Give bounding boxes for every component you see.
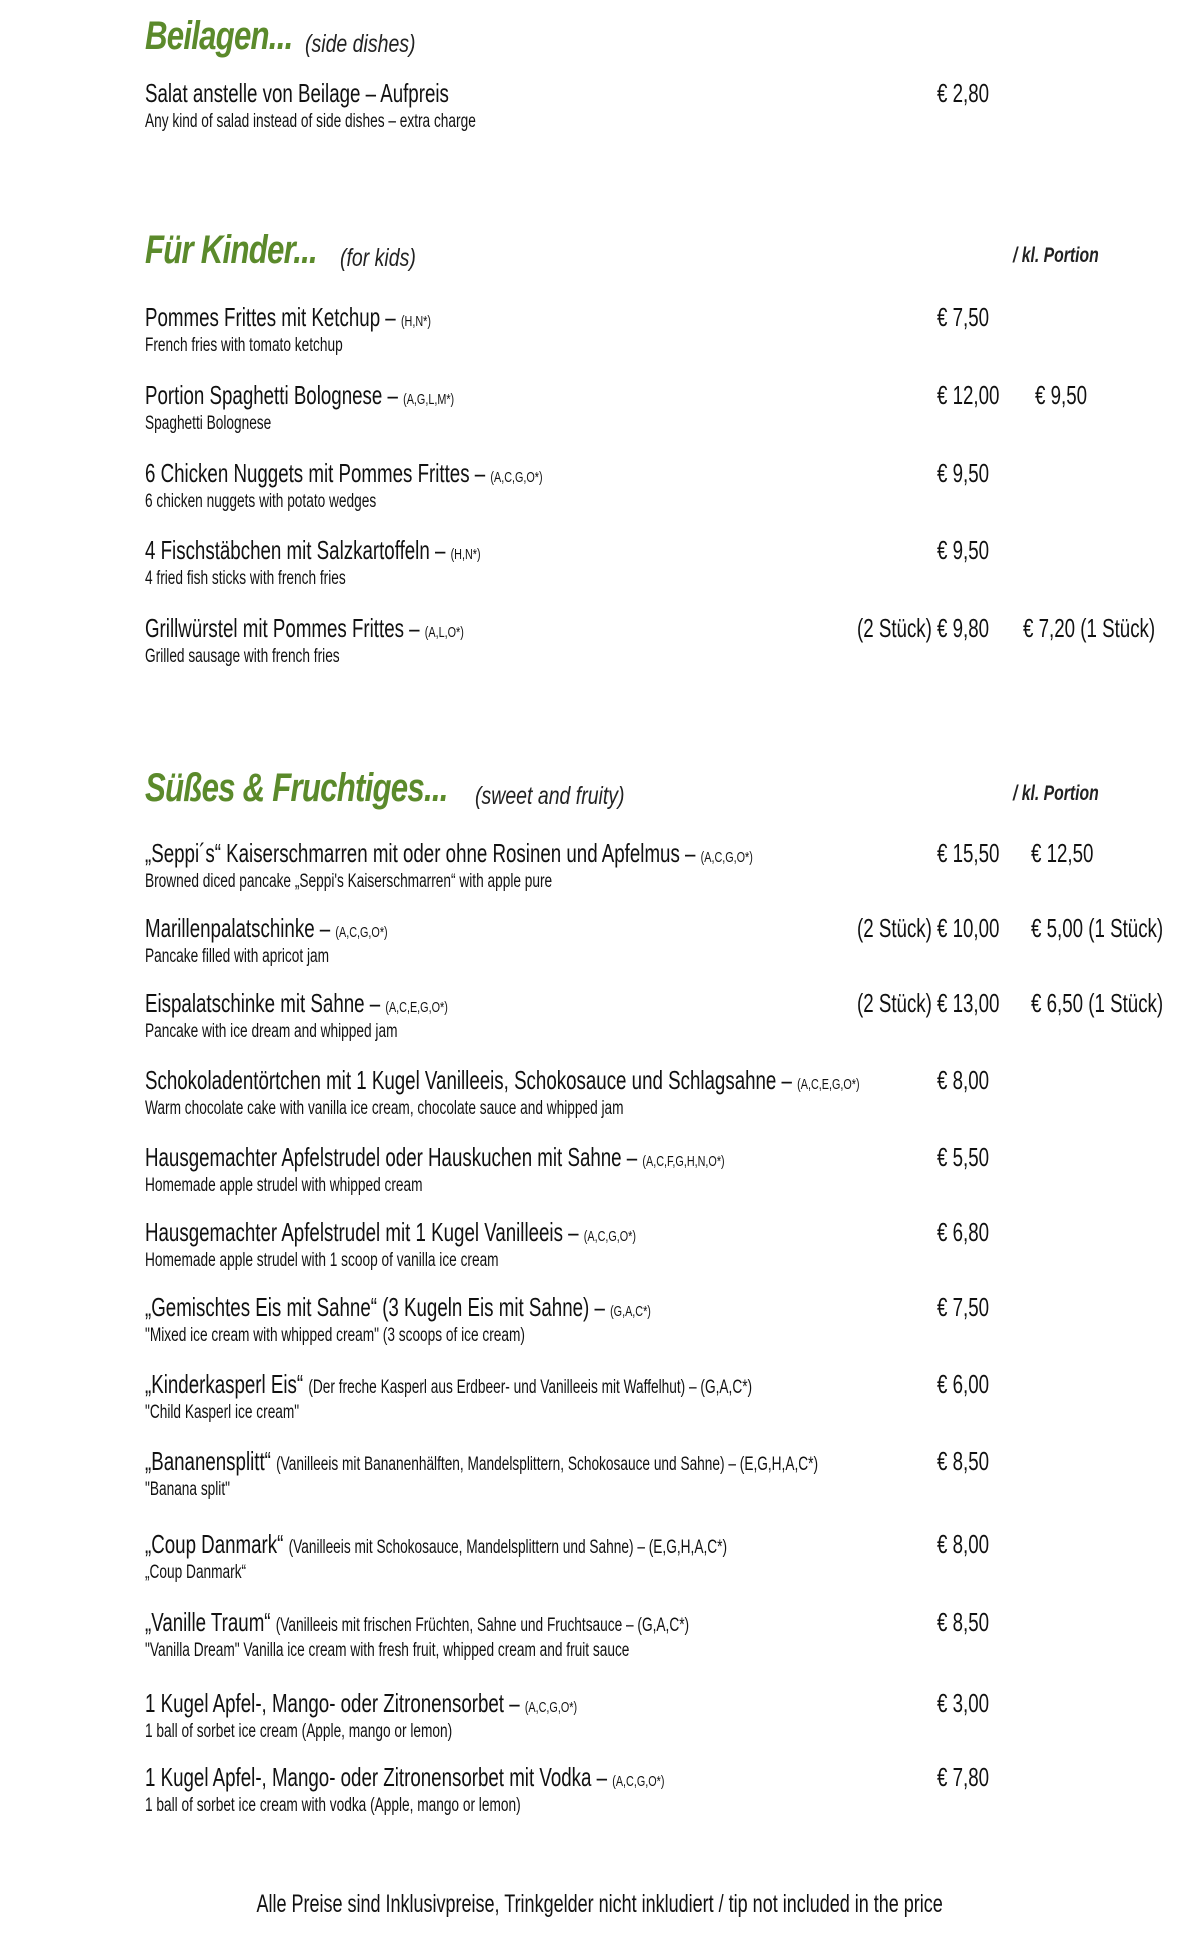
menu-item xyxy=(145,302,1185,362)
item-price-small: € 7,20 (1 Stück) xyxy=(1023,613,1156,643)
menu-item xyxy=(145,458,1185,518)
item-price-note: (2 Stück) xyxy=(857,988,932,1018)
item-english: Grilled sausage with french fries xyxy=(145,646,340,667)
item-price: € 7,80 xyxy=(937,1762,990,1792)
item-name: Portion Spaghetti Bolognese – (A,G,L,M*) xyxy=(145,380,455,410)
item-price: € 13,00 xyxy=(937,988,1000,1018)
menu-item xyxy=(145,613,1185,673)
item-name: Grillwürstel mit Pommes Frittes – (A,L,O*) xyxy=(145,613,464,643)
item-price: € 9,80 xyxy=(937,613,990,643)
item-allergens: (A,C,G,O*) xyxy=(335,924,388,941)
item-name: Hausgemachter Apfelstrudel mit 1 Kugel Vanilleeis – (A,C,G,O*) xyxy=(145,1217,636,1247)
item-english: 4 fried fish sticks with french fries xyxy=(145,568,346,589)
item-allergens: (H,N*) xyxy=(400,313,431,330)
item-allergens: (A,C,G,O*) xyxy=(700,849,753,866)
item-description: (Vanilleeis mit frischen Früchten, Sahne und Fruchtsauce – (G,A,C*) xyxy=(275,1615,690,1636)
item-allergens: (A,C,G,O*) xyxy=(583,1228,636,1245)
item-description: (Vanilleeis mit Bananenhälften, Mandelsplittern, Schokosauce und Sahne) – (E,G,H,A,C*) xyxy=(276,1454,819,1475)
item-price: € 8,50 xyxy=(937,1446,990,1476)
menu-item xyxy=(145,1688,1185,1748)
item-price: € 12,00 xyxy=(937,380,1000,410)
portion-label: / kl. Portion xyxy=(1013,244,1099,267)
menu-item xyxy=(145,988,1185,1048)
item-name: 1 Kugel Apfel-, Mango- oder Zitronensorbet – (A,C,G,O*) xyxy=(145,1688,578,1718)
item-allergens: (A,C,G,O*) xyxy=(490,469,543,486)
item-price: € 9,50 xyxy=(937,535,990,565)
item-name: „Vanille Traum“ (Vanilleeis mit frischen Früchten, Sahne und Fruchtsauce – (G,A,C*) xyxy=(145,1607,690,1637)
menu-item xyxy=(145,1446,1185,1506)
item-english: Homemade apple strudel with whipped cream xyxy=(145,1175,423,1196)
item-english: Pancake filled with apricot jam xyxy=(145,946,330,967)
kinder-header xyxy=(145,228,1145,288)
item-name: 4 Fischstäbchen mit Salzkartoffeln – (H,N*) xyxy=(145,535,481,565)
menu-item xyxy=(145,1607,1185,1667)
item-english: 6 chicken nuggets with potato wedges xyxy=(145,491,377,512)
item-price-note: (2 Stück) xyxy=(857,613,932,643)
menu-item xyxy=(145,1369,1185,1429)
portion-label: / kl. Portion xyxy=(1013,782,1099,805)
item-allergens: (G,A,C*) xyxy=(610,1303,651,1320)
item-name: 6 Chicken Nuggets mit Pommes Frittes – (A,C,G,O*) xyxy=(145,458,543,488)
item-price-note: (2 Stück) xyxy=(857,913,932,943)
item-allergens: (A,C,F,G,H,N,O*) xyxy=(642,1153,725,1170)
item-english: French fries with tomato ketchup xyxy=(145,335,343,356)
item-allergens: (A,C,G,O*) xyxy=(524,1699,578,1716)
item-description: (Vanilleeis mit Schokosauce, Mandelsplittern und Sahne) – (E,G,H,A,C*) xyxy=(288,1537,728,1558)
menu-item xyxy=(145,1217,1185,1277)
menu-item xyxy=(145,1142,1185,1202)
item-english: "Vanilla Dream" Vanilla ice cream with fresh fruit, whipped cream and fruit sauce xyxy=(145,1640,630,1661)
item-english: "Mixed ice cream with whipped cream" (3 scoops of ice cream) xyxy=(145,1325,525,1346)
item-english: 1 ball of sorbet ice cream (Apple, mango or lemon) xyxy=(145,1721,453,1742)
item-english: Any kind of salad instead of side dishes – extra charge xyxy=(145,111,476,132)
item-name: 1 Kugel Apfel-, Mango- oder Zitronensorbet mit Vodka – (A,C,G,O*) xyxy=(145,1762,665,1792)
item-english: "Child Kasperl ice cream" xyxy=(145,1402,300,1423)
menu-item xyxy=(145,380,1185,440)
item-price: € 6,00 xyxy=(937,1369,990,1399)
menu-item xyxy=(145,913,1185,973)
item-price: € 5,50 xyxy=(937,1142,990,1172)
menu-item xyxy=(145,1762,1185,1822)
item-english: Warm chocolate cake with vanilla ice cream, chocolate sauce and whipped jam xyxy=(145,1098,624,1119)
item-price: € 15,50 xyxy=(937,838,1000,868)
item-allergens: (H,N*) xyxy=(450,546,481,563)
item-name: Salat anstelle von Beilage – Aufpreis xyxy=(145,78,449,108)
item-price: € 9,50 xyxy=(937,458,990,488)
item-allergens: (A,L,O*) xyxy=(424,624,464,641)
beilagen-title: Beilagen... xyxy=(145,14,293,58)
item-price: € 8,00 xyxy=(937,1529,990,1559)
item-price: € 8,00 xyxy=(937,1065,990,1095)
beilagen-subtitle: (side dishes) xyxy=(305,30,416,58)
suess-header xyxy=(145,766,1145,826)
item-name: „Bananensplitt“ (Vanilleeis mit Bananenhälften, Mandelsplittern, Schokosauce und Sahne) – (E,G,H,A,C*) xyxy=(145,1446,819,1476)
item-english: Pancake with ice dream and whipped jam xyxy=(145,1021,398,1042)
menu-item xyxy=(145,838,1185,898)
item-english: 1 ball of sorbet ice cream with vodka (Apple, mango or lemon) xyxy=(145,1795,521,1816)
item-description: (Der freche Kasperl aus Erdbeer- und Vanilleeis mit Waffelhut) – (G,A,C*) xyxy=(308,1377,753,1398)
item-allergens: (A,C,G,O*) xyxy=(612,1773,665,1790)
menu-item xyxy=(145,78,1185,138)
item-price: € 7,50 xyxy=(937,302,990,332)
item-name: „Gemischtes Eis mit Sahne“ (3 Kugeln Eis mit Sahne) – (G,A,C*) xyxy=(145,1292,651,1322)
item-name: „Seppi´s“ Kaiserschmarren mit oder ohne Rosinen und Apfelmus – (A,C,G,O*) xyxy=(145,838,753,868)
menu-item xyxy=(145,1529,1185,1589)
item-price-small: € 9,50 xyxy=(1035,380,1088,410)
item-name: Schokoladentörtchen mit 1 Kugel Vanilleeis, Schokosauce und Schlagsahne – (A,C,E,G,O*) xyxy=(145,1065,860,1095)
item-name: „Kinderkasperl Eis“ (Der freche Kasperl aus Erdbeer- und Vanilleeis mit Waffelhut) – (G,A,C*) xyxy=(145,1369,753,1399)
item-name: Hausgemachter Apfelstrudel oder Hauskuchen mit Sahne – (A,C,F,G,H,N,O*) xyxy=(145,1142,725,1172)
footer-note: Alle Preise sind Inklusivpreise, Trinkgelder nicht inkludiert / tip not included in the price xyxy=(256,1890,944,1918)
kinder-title: Für Kinder... xyxy=(145,228,317,272)
beilagen-header xyxy=(145,14,1145,74)
item-english: Homemade apple strudel with 1 scoop of vanilla ice cream xyxy=(145,1250,499,1271)
item-price-small: € 5,00 (1 Stück) xyxy=(1031,913,1164,943)
item-allergens: (A,C,E,G,O*) xyxy=(797,1076,860,1093)
item-price-small: € 6,50 (1 Stück) xyxy=(1031,988,1164,1018)
suess-title: Süßes & Fruchtiges... xyxy=(145,766,448,810)
item-name: „Coup Danmark“ (Vanilleeis mit Schokosauce, Mandelsplittern und Sahne) – (E,G,H,A,C*) xyxy=(145,1529,728,1559)
item-allergens: (A,C,E,G,O*) xyxy=(385,999,448,1016)
menu-item xyxy=(145,535,1185,595)
item-allergens: (A,G,L,M*) xyxy=(403,391,455,408)
item-english: Browned diced pancake „Seppi's Kaiserschmarren“ with apple pure xyxy=(145,871,553,892)
item-english: „Coup Danmark“ xyxy=(145,1562,247,1583)
kinder-subtitle: (for kids) xyxy=(340,244,416,272)
suess-subtitle: (sweet and fruity) xyxy=(475,782,625,810)
item-english: "Banana split" xyxy=(145,1479,231,1500)
item-price: € 2,80 xyxy=(937,78,990,108)
item-name: Marillenpalatschinke – (A,C,G,O*) xyxy=(145,913,388,943)
item-price-small: € 12,50 xyxy=(1031,838,1094,868)
item-price: € 7,50 xyxy=(937,1292,990,1322)
item-price: € 6,80 xyxy=(937,1217,990,1247)
item-name: Pommes Frittes mit Ketchup – (H,N*) xyxy=(145,302,431,332)
menu-item xyxy=(145,1065,1185,1125)
item-price: € 3,00 xyxy=(937,1688,990,1718)
item-price: € 8,50 xyxy=(937,1607,990,1637)
item-name: Eispalatschinke mit Sahne – (A,C,E,G,O*) xyxy=(145,988,448,1018)
menu-item xyxy=(145,1292,1185,1352)
item-price: € 10,00 xyxy=(937,913,1000,943)
item-english: Spaghetti Bolognese xyxy=(145,413,272,434)
